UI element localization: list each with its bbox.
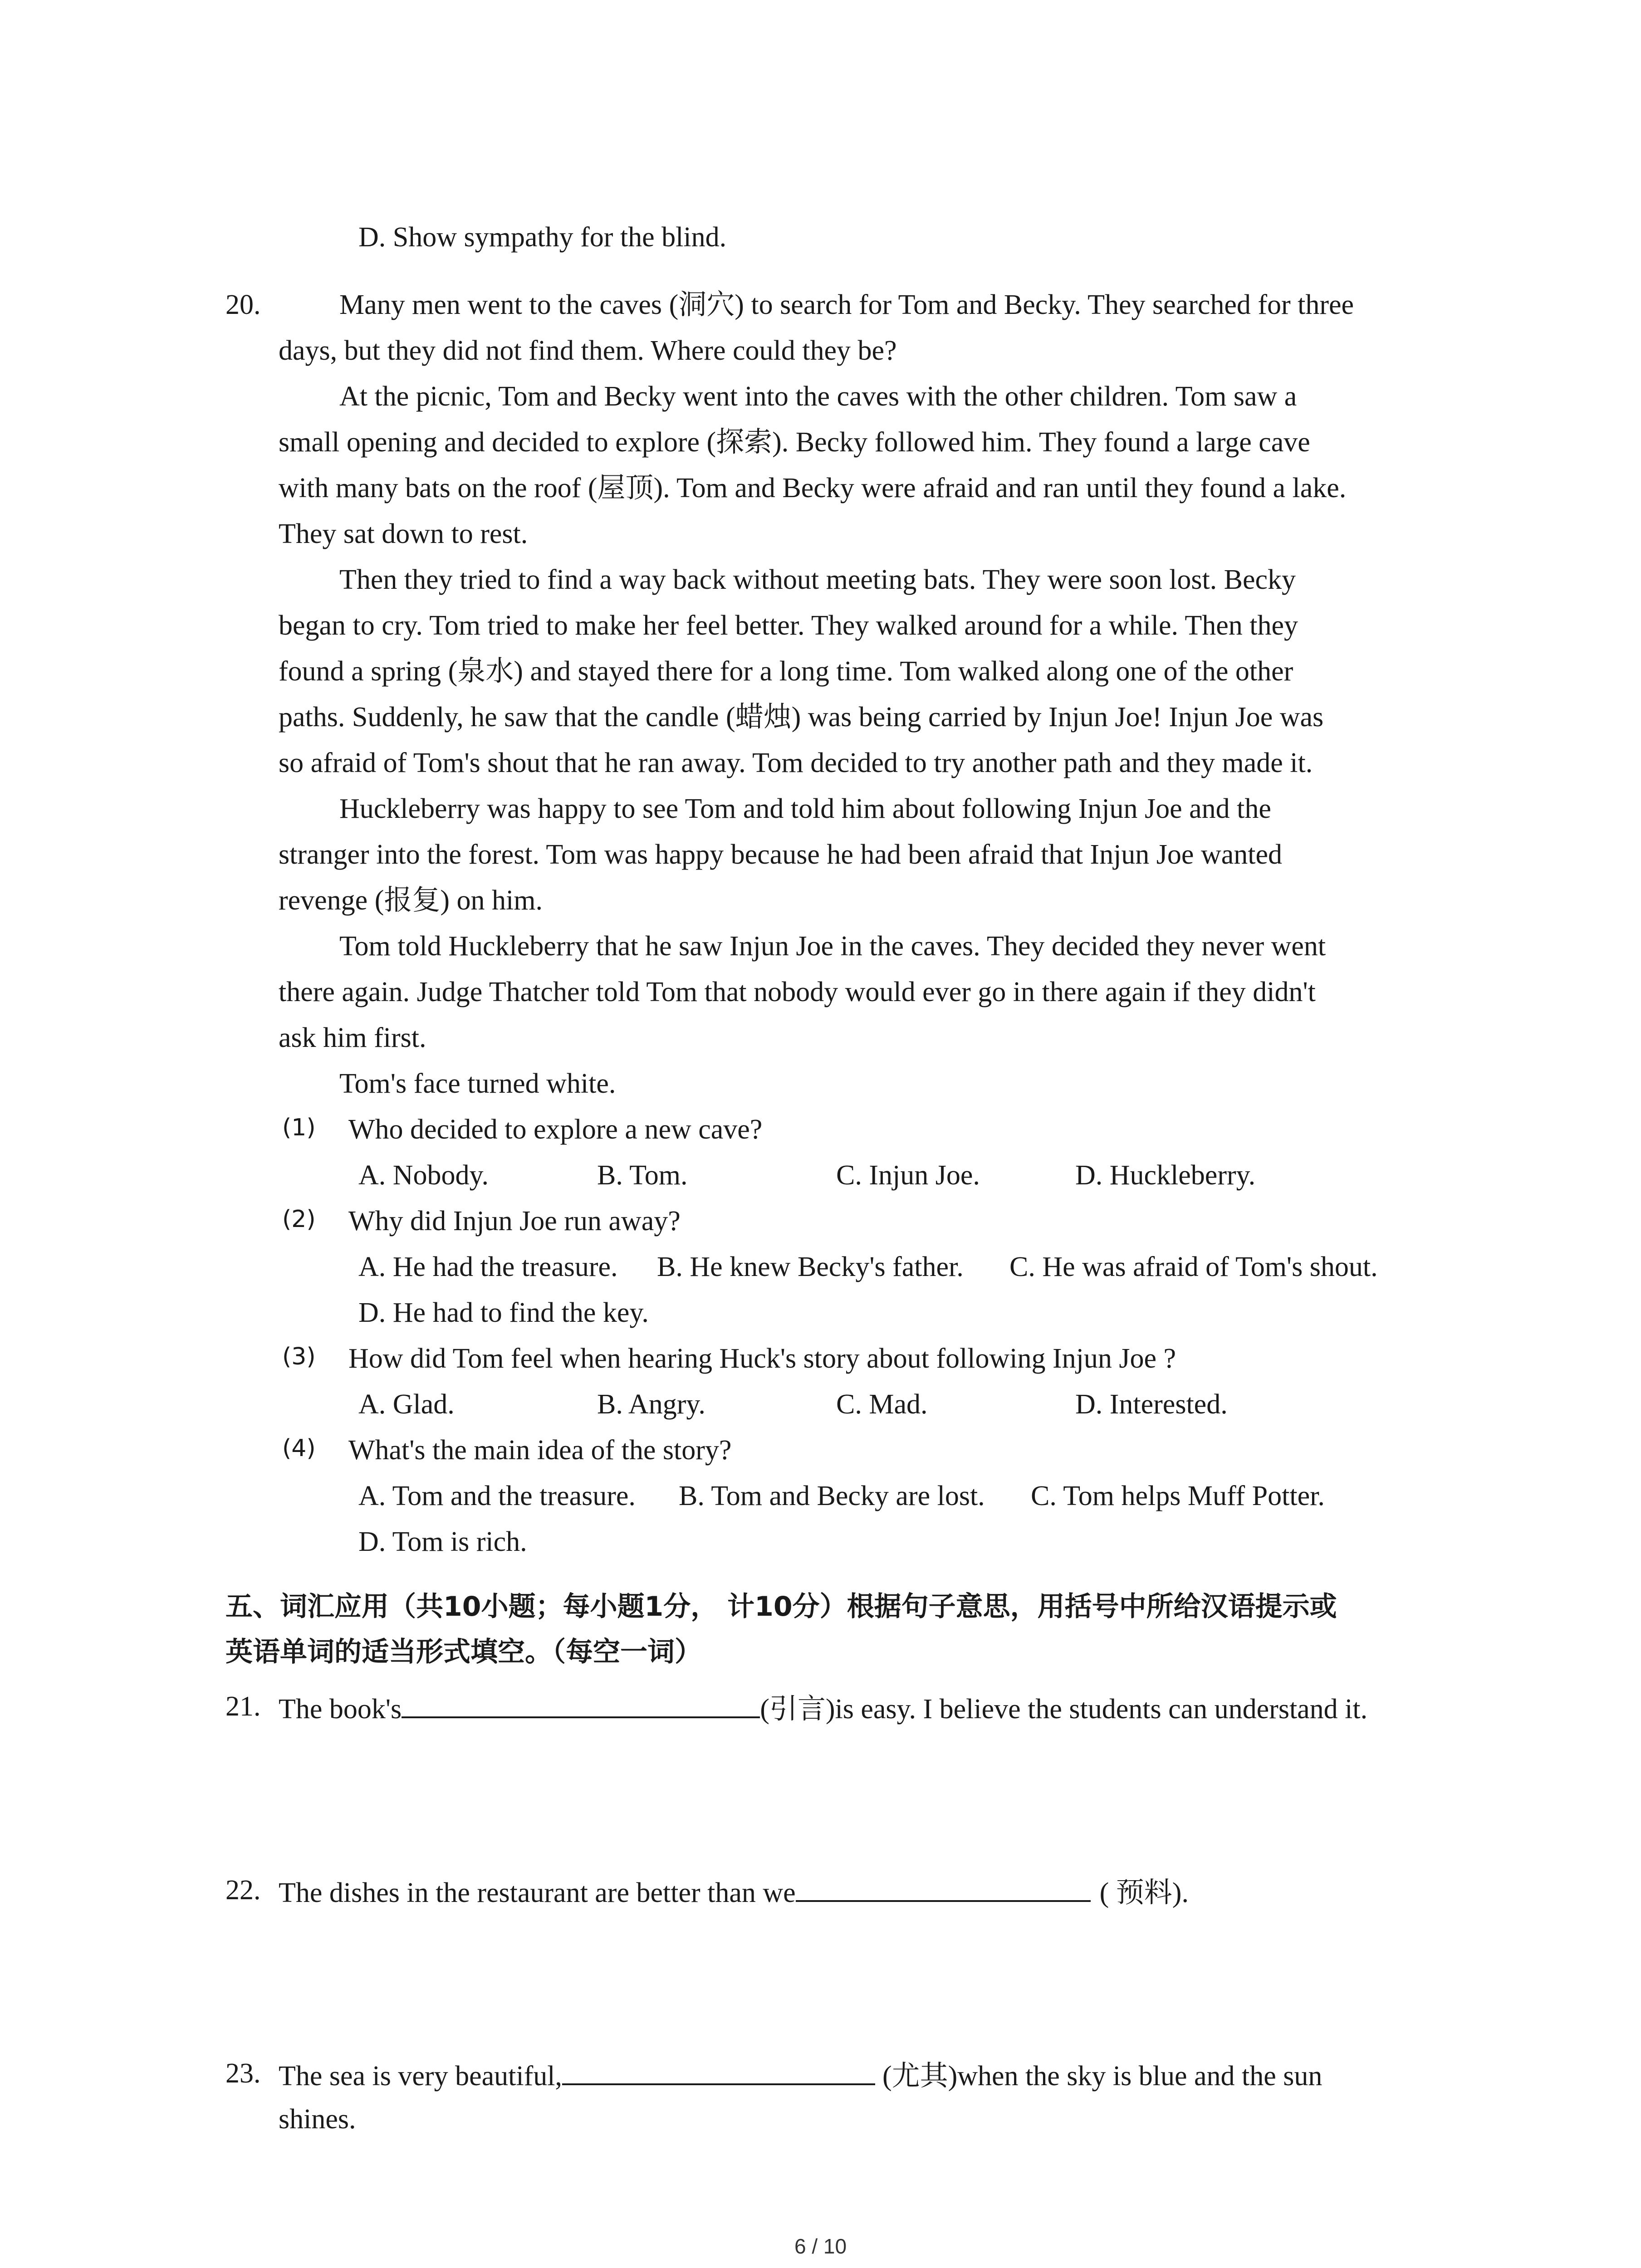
answer-option-d[interactable]: D. Huckleberry.: [1075, 1160, 1256, 1191]
sub-question-number: (4): [282, 1435, 316, 1462]
passage-line: At the picnic, Tom and Becky went into the caves with the other children. Tom saw a: [339, 381, 1297, 412]
answer-option-a[interactable]: A. Tom and the treasure.: [358, 1481, 636, 1511]
question-number: 21.: [225, 1691, 261, 1722]
sub-question-text: Why did Injun Joe run away?: [348, 1206, 681, 1237]
fill-in-sentence: [279, 1688, 1367, 1727]
answer-blank[interactable]: [402, 1688, 760, 1718]
sentence-after: (引言)is easy. I believe the students can understand it.: [760, 1694, 1368, 1725]
page-number: 6 / 10: [794, 2234, 847, 2258]
sub-question-text: What's the main idea of the story?: [348, 1435, 732, 1466]
passage-line: with many bats on the roof (屋顶). Tom and Becky were afraid and ran until they found a lake.: [279, 473, 1347, 503]
passage-line: found a spring (泉水) and stayed there for a long time. Tom walked along one of the other: [279, 656, 1293, 687]
sentence-after: (尤其)when the sky is blue and the sun: [882, 2061, 1323, 2092]
fill-in-sentence: [279, 2055, 1322, 2094]
section-heading: 英语单词的适当形式填空。（每空一词）: [225, 1636, 702, 1668]
option-d-previous-question: D. Show sympathy for the blind.: [358, 222, 727, 253]
answer-option-b[interactable]: B. Angry.: [597, 1389, 705, 1420]
sentence-before: The dishes in the restaurant are better than we: [279, 1877, 796, 1908]
section-heading: 五、词汇应用（共10小题；每小题1分， 计10分）根据句子意思，用括号中所给汉语提示或: [225, 1591, 1337, 1623]
fill-in-sentence: [279, 1872, 1189, 1911]
passage-line: small opening and decided to explore (探索). Becky followed him. They found a large cave: [279, 427, 1310, 458]
question-number: 22.: [225, 1875, 261, 1906]
answer-option-a[interactable]: A. Nobody.: [358, 1160, 489, 1191]
sentence-before: The book's: [279, 1694, 402, 1725]
answer-option-c[interactable]: C. Injun Joe.: [836, 1160, 980, 1191]
passage-line: Tom's face turned white.: [339, 1068, 616, 1099]
passage-line: began to cry. Tom tried to make her feel better. They walked around for a while. Then they: [279, 610, 1298, 641]
answer-option-d[interactable]: D. He had to find the key.: [358, 1297, 649, 1328]
fill-in-sentence-continuation: shines.: [279, 2104, 356, 2135]
passage-line: ask him first.: [279, 1022, 426, 1053]
passage-line: days, but they did not find them. Where could they be?: [279, 335, 897, 366]
passage-line: so afraid of Tom's shout that he ran away. Tom decided to try another path and they made it.: [279, 748, 1313, 778]
answer-blank[interactable]: [562, 2055, 875, 2085]
sub-question-number: (1): [282, 1114, 316, 1141]
answer-option-b[interactable]: B. Tom and Becky are lost.: [679, 1481, 985, 1511]
question-number: 23.: [225, 2058, 261, 2089]
passage-line: They sat down to rest.: [279, 518, 528, 549]
passage-line: there again. Judge Thatcher told Tom that nobody would ever go in there again if they didn't: [279, 977, 1316, 1007]
question-number: 20.: [225, 289, 261, 320]
answer-option-a[interactable]: A. Glad.: [358, 1389, 455, 1420]
answer-option-d[interactable]: D. Tom is rich.: [358, 1526, 527, 1557]
sub-question-number: (3): [282, 1343, 316, 1370]
sentence-after: ( 预料).: [1099, 1877, 1189, 1908]
passage-line: Huckleberry was happy to see Tom and told him about following Injun Joe and the: [339, 793, 1271, 824]
answer-option-a[interactable]: A. He had the treasure.: [358, 1251, 618, 1282]
answer-option-c[interactable]: C. Mad.: [836, 1389, 928, 1420]
answer-option-d[interactable]: D. Interested.: [1075, 1389, 1228, 1420]
sub-question-text: Who decided to explore a new cave?: [348, 1114, 763, 1145]
answer-blank[interactable]: [796, 1872, 1091, 1902]
sub-question-number: (2): [282, 1206, 316, 1233]
answer-option-b[interactable]: B. He knew Becky's father.: [657, 1251, 964, 1282]
sentence-before: The sea is very beautiful,: [279, 2061, 562, 2092]
passage-line: paths. Suddenly, he saw that the candle (蜡烛) was being carried by Injun Joe! Injun Joe was: [279, 702, 1324, 733]
passage-line: Many men went to the caves (洞穴) to search for Tom and Becky. They searched for three: [339, 289, 1354, 320]
passage-line: revenge (报复) on him.: [279, 885, 543, 916]
answer-option-c[interactable]: C. He was afraid of Tom's shout.: [1009, 1251, 1378, 1282]
answer-option-b[interactable]: B. Tom.: [597, 1160, 688, 1191]
passage-line: Tom told Huckleberry that he saw Injun Joe in the caves. They decided they never went: [339, 931, 1326, 962]
answer-option-c[interactable]: C. Tom helps Muff Potter.: [1031, 1481, 1325, 1511]
sub-question-text: How did Tom feel when hearing Huck's story about following Injun Joe ?: [348, 1343, 1176, 1374]
passage-line: stranger into the forest. Tom was happy because he had been afraid that Injun Joe wanted: [279, 839, 1282, 870]
passage-line: Then they tried to find a way back without meeting bats. They were soon lost. Becky: [339, 564, 1296, 595]
